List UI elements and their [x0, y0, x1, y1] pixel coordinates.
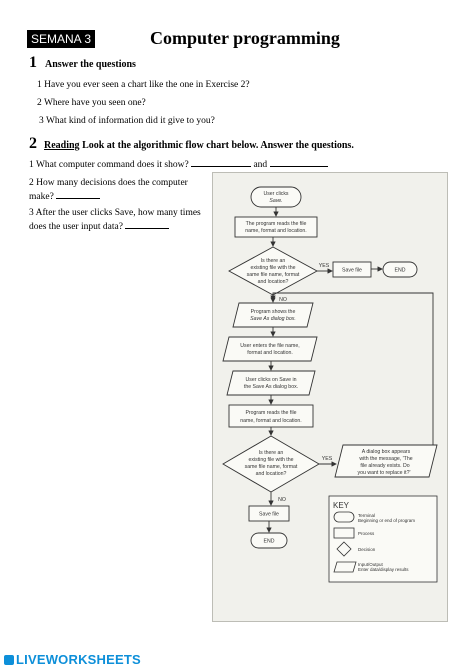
io-show-save-as	[233, 303, 313, 327]
svg-text:Beginning or end of program	[358, 518, 415, 523]
section1-heading: Answer the questions	[45, 59, 136, 70]
svg-text:Process	[358, 531, 375, 536]
dialog-text-2: with the message, 'The	[359, 456, 413, 462]
n4-text-2: format and location.	[247, 350, 293, 356]
n4-text-1: User enters the file name,	[240, 343, 300, 349]
d1-text-3: same file name, format	[246, 272, 300, 278]
decision-1	[229, 247, 317, 295]
dialog-text-4: you want to replace it?'	[357, 470, 411, 476]
s1-question-1: 1 Have you ever seen a chart like the one in Exercise 2?	[37, 80, 250, 90]
save-file-bottom-text: Save file	[259, 511, 279, 518]
d2-text-2: existing file with the	[248, 457, 294, 463]
s2-q3-line2: does the user input data?	[29, 222, 123, 232]
n1-text-2: Save.	[269, 198, 283, 204]
logo-icon	[4, 655, 14, 665]
process-read-name	[235, 217, 317, 237]
section1-header	[29, 54, 136, 72]
yes-label-2: YES	[321, 456, 333, 462]
section2-heading-reading: Reading	[44, 140, 80, 151]
key-io-desc: Enter data/display results	[358, 567, 409, 572]
s2-q3-answer[interactable]	[125, 219, 169, 229]
d2-text-4: and location?	[255, 471, 287, 477]
n3-text-2: Save As dialog box.	[250, 316, 296, 322]
svg-text:Enter data/display results	[358, 567, 409, 572]
no-label-1: NO	[279, 297, 287, 303]
n6-text-2: name, format and location.	[240, 418, 302, 424]
svg-text:Decision	[358, 547, 376, 552]
s2-q1-answer-2[interactable]	[270, 157, 328, 167]
yes-label-1: YES	[318, 263, 330, 269]
s2-q2-line1: 2 How many decisions does the computer	[29, 178, 188, 188]
flowchart-panel	[212, 172, 448, 622]
end-top-text: END	[394, 267, 406, 274]
key-decision-label: Decision	[358, 547, 376, 552]
flowchart-svg	[213, 173, 447, 621]
d1-text-1: Is there an	[260, 258, 286, 264]
key-terminal-label: Terminal	[358, 513, 376, 518]
n1-text: User clicks	[263, 191, 289, 197]
dialog-text-1: A dialog box appears	[361, 449, 411, 455]
s2-q2-answer[interactable]	[56, 189, 100, 199]
io-enter-file-name	[223, 337, 317, 361]
key-title: KEY	[333, 501, 350, 510]
s2-q1-text: 1 What computer command does it show?	[29, 160, 189, 170]
liveworksheets-logo[interactable]	[4, 652, 141, 667]
flowchart-key	[329, 496, 437, 582]
d1-text-4: and location?	[257, 279, 289, 285]
no-label-2: NO	[278, 497, 286, 503]
s2-question-3	[29, 207, 201, 233]
io-click-save	[227, 371, 315, 395]
s1-question-2: 2 Where have you seen one?	[37, 98, 146, 108]
key-process-label: Process	[358, 531, 375, 536]
d2-text-3: same file name, format	[244, 464, 298, 470]
n6-text-1: Program reads the file	[245, 410, 297, 416]
dialog-text-3: file already exists. Do	[360, 463, 410, 469]
n5-text-1: User clicks on Save in	[245, 377, 297, 383]
week-badge: SEMANA 3	[27, 30, 95, 48]
key-terminal-desc: Beginning or end of program	[358, 518, 416, 523]
n3-text-1: Program shows the	[250, 309, 296, 315]
n2-text-2: name, format and location.	[245, 228, 307, 234]
save-file-top-text: Save file	[342, 267, 362, 274]
logo-text: LIVEWORKSHEETS	[16, 652, 141, 667]
s1-question-3: 3 What kind of information did it give to you?	[39, 116, 215, 126]
svg-text:KEY	[333, 501, 350, 510]
s2-q1-answer-1[interactable]	[191, 157, 251, 167]
s2-question-1	[29, 157, 328, 171]
key-io-label: Input/Output	[358, 562, 383, 567]
d1-text-2: existing file with the	[250, 265, 296, 271]
s2-question-2	[29, 177, 188, 203]
s2-q2-line2: make?	[29, 192, 54, 202]
section2-header	[29, 135, 354, 153]
section2-heading: Look at the algorithmic flow chart below. Answer the questions.	[79, 140, 354, 151]
n2-text: The program reads the file	[245, 221, 307, 227]
n5-text-2: the Save As dialog box.	[243, 384, 299, 390]
s2-q3-line1: 3 After the user clicks Save, how many times	[29, 208, 201, 218]
terminal-start	[251, 187, 301, 207]
d2-text-1: Is there an	[258, 450, 284, 456]
end-bottom-text: END	[263, 538, 275, 545]
section1-number: 1	[29, 54, 37, 71]
s2-q1-and: and	[253, 160, 268, 170]
page-title: Computer programming	[150, 28, 340, 48]
section2-number: 2	[29, 135, 37, 152]
